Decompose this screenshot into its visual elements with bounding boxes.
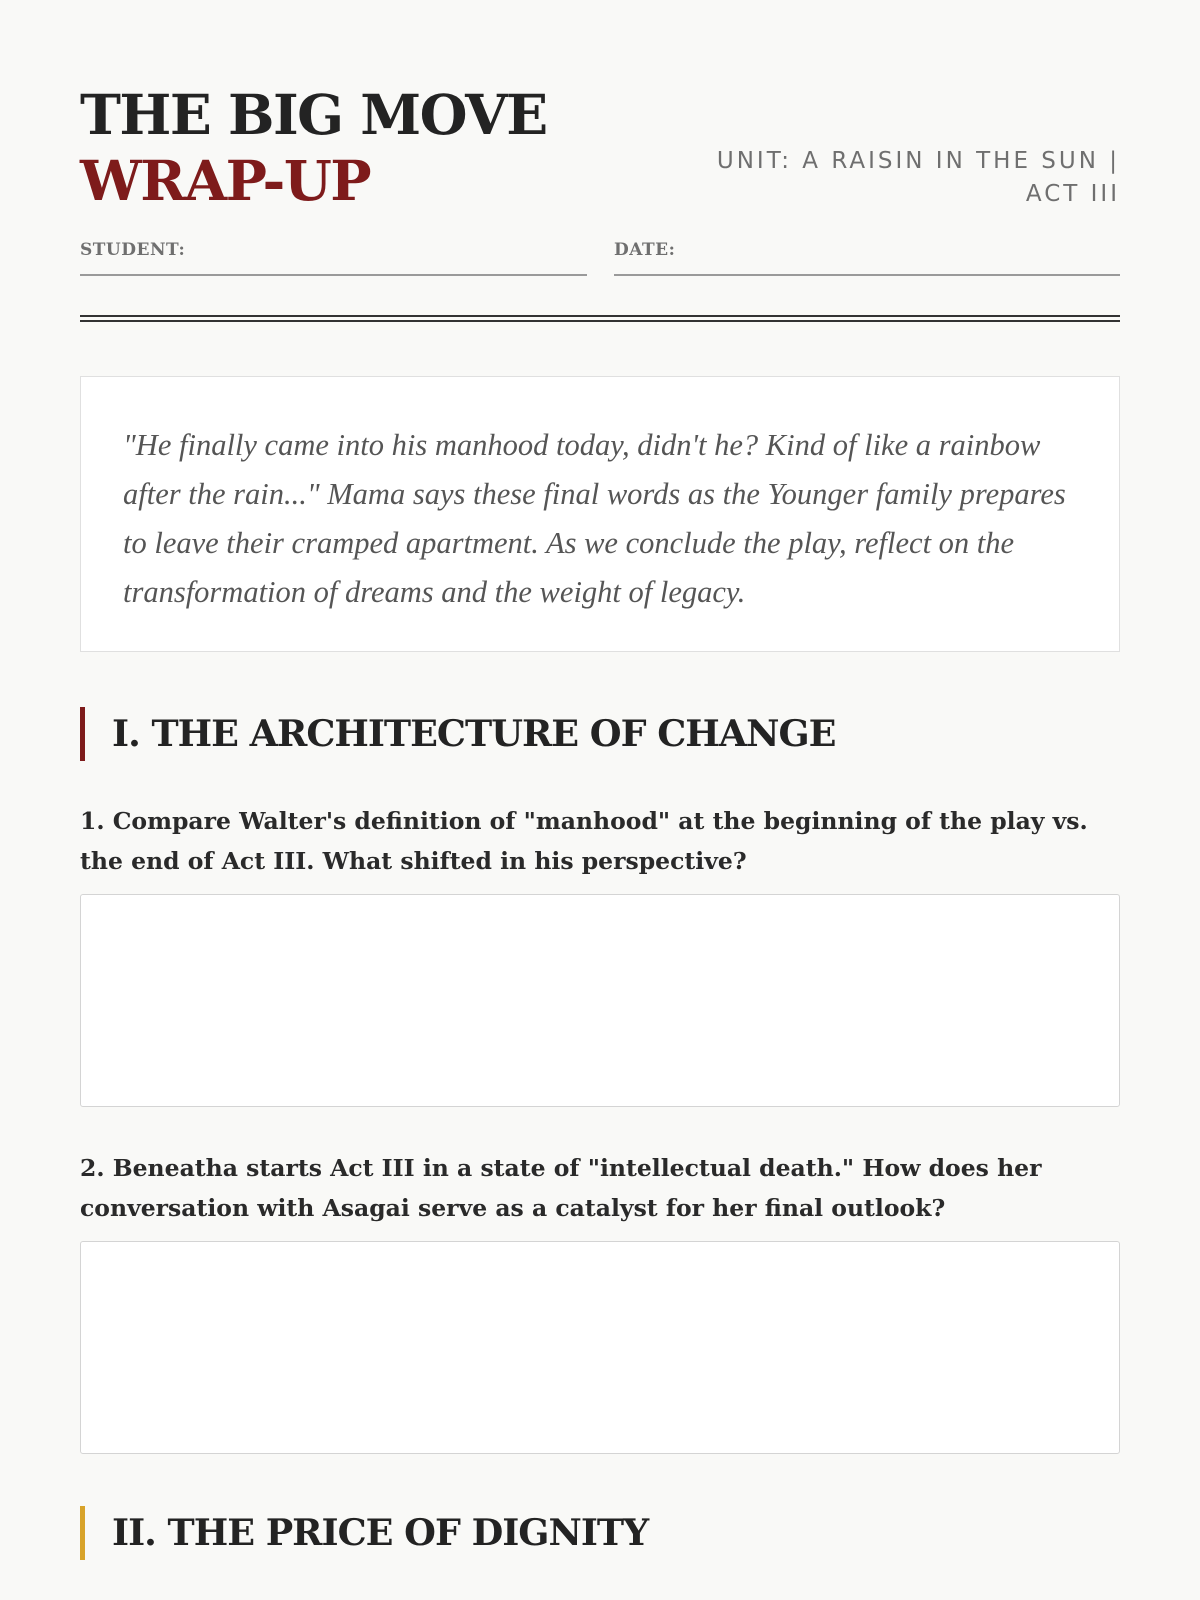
section-heading-text: II. THE PRICE OF DIGNITY [112, 1511, 649, 1554]
question-1: 1. Compare Walter's definition of "manhood" at the beginning of the play vs. the end of Act III. What shifted in his perspective? [80, 807, 1088, 875]
date-field[interactable] [614, 240, 1120, 276]
section-heading-architecture-of-change [80, 707, 1120, 761]
student-label: STUDENT: [80, 240, 186, 260]
intro-quote-text: "He finally came into his manhood today, didn't he? Kind of like a rainbow after the rain..." Mama says these final words as the Younger family prepares to leave their cramped apartment. As we conclude the play, reflect on the transformation of dreams and the weight of legacy. [123, 428, 1066, 609]
page-subtitle: WRAP-UP [80, 148, 371, 213]
header-divider [80, 315, 1120, 322]
worksheet-page [80, 0, 1120, 1600]
page-title: THE BIG MOVE [80, 82, 547, 147]
question-2: 2. Beneatha starts Act III in a state of "intellectual death." How does her conversation with Asagai serve as a catalyst for her final outlook? [80, 1154, 1042, 1222]
intro-quote-box [80, 376, 1120, 652]
section-accent-bar [80, 1506, 85, 1560]
answer-box-question-2[interactable] [80, 1241, 1120, 1454]
date-label: DATE: [614, 240, 676, 260]
unit-label: UNIT: A RAISIN IN THE SUN | ACT III [716, 148, 1120, 207]
section-heading-text: I. THE ARCHITECTURE OF CHANGE [112, 712, 836, 755]
student-name-field[interactable] [80, 240, 587, 276]
section-accent-bar [80, 707, 85, 761]
section-heading-price-of-dignity [80, 1506, 1120, 1560]
answer-box-question-1[interactable] [80, 894, 1120, 1107]
